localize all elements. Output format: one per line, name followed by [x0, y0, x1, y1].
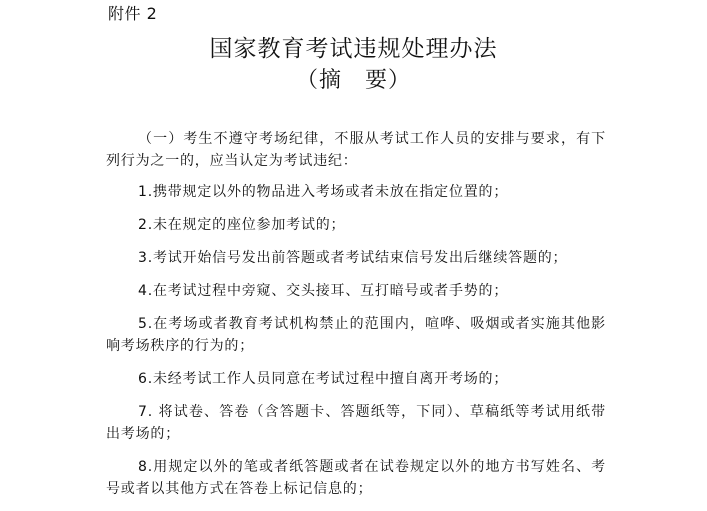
intro-paragraph: （一）考生不遵守考场纪律，不服从考试工作人员的安排与要求，有下列行为之一的，应当认定为考试违纪： — [106, 131, 606, 169]
rule-item-6: 6.未经考试工作人员同意在考试过程中擅自离开考场的； — [138, 371, 509, 387]
rule-item-2: 2.未在规定的座位参加考试的； — [138, 217, 346, 233]
rule-item-7: 7. 将试卷、答卷（含答题卡、答题纸等，下同）、草稿纸等考试用纸带出考场的； — [106, 404, 606, 442]
rule-item-3: 3.考试开始信号发出前答题或者考试结束信号发出后继续答题的； — [138, 250, 568, 266]
attachment-label: 附件 2 — [108, 4, 158, 23]
rule-item-1: 1.携带规定以外的物品进入考场或者未放在指定位置的； — [138, 184, 509, 200]
document-subtitle: （摘 要） — [295, 68, 411, 93]
rule-item-5: 5.在考场或者教育考试机构禁止的范围内，喧哗、吸烟或者实施其他影响考场秩序的行为的； — [106, 316, 606, 354]
rule-item-4: 4.在考试过程中旁窥、交头接耳、互打暗号或者手势的； — [138, 283, 509, 299]
document-body — [106, 128, 606, 511]
rule-item-8: 8.用规定以外的笔或者纸答题或者在试卷规定以外的地方书写姓名、考号或者以其他方式在答卷上标记信息的； — [106, 459, 606, 497]
document-title: 国家教育考试违规处理办法 — [209, 36, 498, 62]
